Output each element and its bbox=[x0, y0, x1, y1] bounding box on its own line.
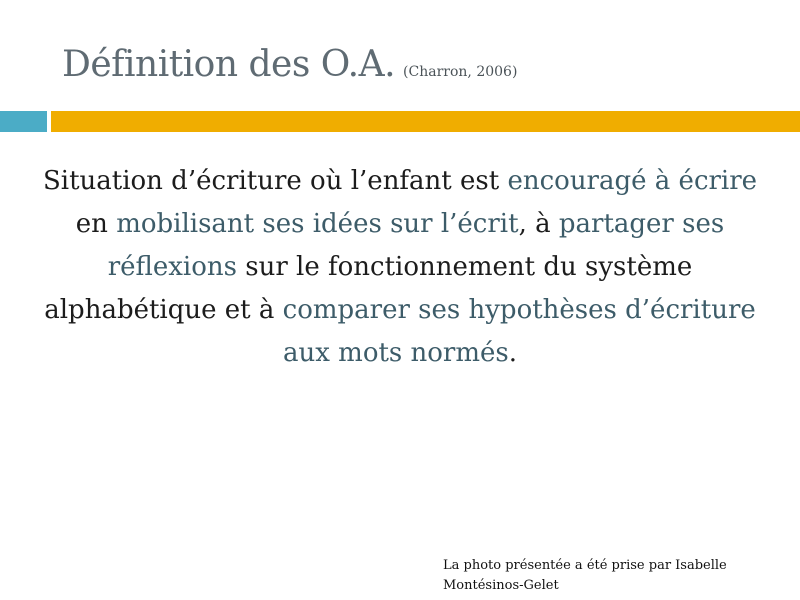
accent-bar-orange bbox=[51, 111, 800, 132]
definition-text: , à bbox=[518, 209, 559, 239]
definition-text: . bbox=[508, 338, 517, 368]
title-text: Définition des O.A. bbox=[62, 44, 396, 85]
definition-text: Situation d’écriture où l’enfant est bbox=[42, 166, 508, 196]
definition-text: sur le fonctionnement du système alphabétique et à bbox=[44, 252, 693, 325]
photo-credit-line: La photo présentée a été prise par Isabelle bbox=[443, 558, 727, 573]
definition-paragraph bbox=[40, 160, 760, 375]
photo-credit-line: Montésinos-Gelet bbox=[443, 578, 559, 593]
definition-text: en bbox=[75, 209, 117, 239]
title-citation: (Charron, 2006) bbox=[403, 64, 518, 80]
photo-credit bbox=[443, 556, 793, 596]
definition-highlight: encouragé à écrire bbox=[507, 166, 758, 196]
slide-title bbox=[62, 44, 517, 85]
definition-highlight: mobilisant ses idées sur l’écrit bbox=[116, 209, 519, 239]
accent-bar-blue bbox=[0, 111, 47, 132]
definition-highlight: partager ses réflexions bbox=[107, 209, 725, 282]
definition-highlight: comparer ses hypothèses d’écriture aux mots normés bbox=[282, 295, 756, 368]
